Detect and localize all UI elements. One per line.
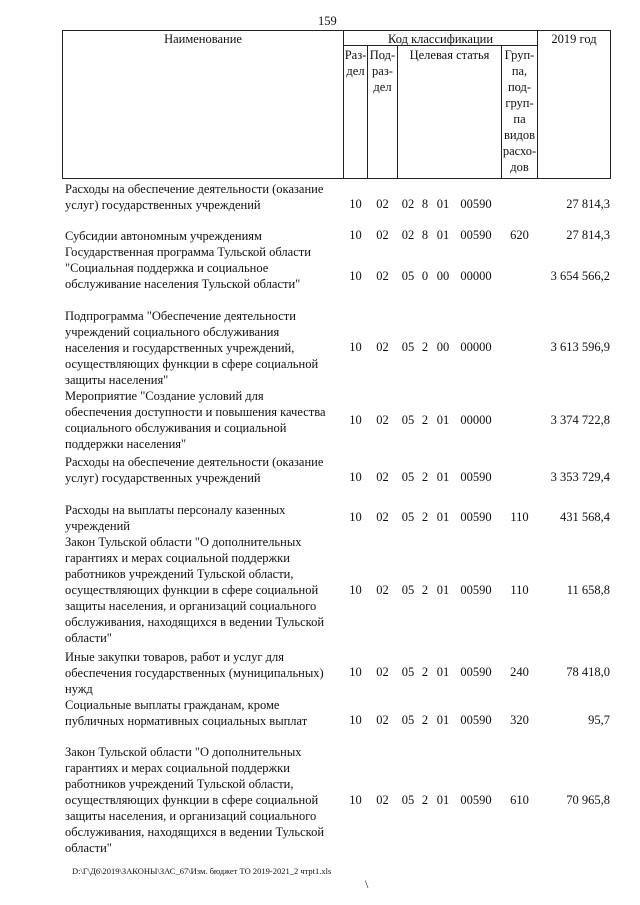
row-podrazdel: 02 (376, 665, 389, 679)
row-podrazdel: 02 (376, 470, 389, 484)
row-razdel: 10 (349, 340, 362, 354)
row-subprogram-code: 2 (421, 413, 429, 427)
page-number: 159 (318, 14, 337, 28)
row-name: Государственная программа Тульской области "Социальная поддержка и социальное обслуживание населения Тульской области" (65, 245, 311, 291)
row-event-code: 01 (436, 228, 450, 242)
row-razdel: 10 (349, 713, 362, 727)
row-program-code: 05 (401, 713, 415, 727)
row-amount: 70 965,8 (566, 793, 610, 807)
header-year: 2019 год (551, 32, 597, 46)
row-subprogram-code: 8 (421, 228, 429, 242)
row-direction-code: 00590 (460, 713, 492, 727)
row-podrazdel: 02 (376, 510, 389, 524)
row-direction-code: 00000 (460, 269, 492, 283)
row-event-code: 01 (436, 413, 450, 427)
row-program-code: 05 (401, 269, 415, 283)
row-expense-type: 320 (510, 713, 529, 727)
row-name: Закон Тульской области "О дополнительных гарантиях и мерах социальной поддержки работников учреждений Тульской области, осуществляющих функции в сфере социальной защиты населения, и организаций социального обслуживания, находящихся в ведении Тульской области" (65, 745, 325, 855)
row-expense-type: 110 (510, 510, 529, 524)
row-name: Закон Тульской области "О дополнительных гарантиях и мерах социальной поддержки работников учреждений Тульской области, осуществляющих функции в сфере социальной защиты населения, и организаций социального обслуживания, находящихся в ведении Тульской области" (65, 535, 325, 645)
row-event-code: 01 (436, 665, 450, 679)
header-target-article: Целевая статья (409, 48, 490, 62)
row-subprogram-code: 2 (421, 340, 429, 354)
row-podrazdel: 02 (376, 793, 389, 807)
row-name: Мероприятие "Создание условий для обеспечения доступности и повышения качества социального обслуживания и социальной поддержки населения" (65, 389, 326, 451)
row-event-code: 01 (436, 510, 450, 524)
row-program-code: 05 (401, 793, 415, 807)
row-subprogram-code: 2 (421, 713, 429, 727)
row-expense-type: 110 (510, 583, 529, 597)
row-name: Подпрограмма "Обеспечение деятельности учреждений социального обслуживания населения и государственных учреждений, осуществляющих функции в сфере социальной защиты населения" (65, 309, 319, 387)
row-razdel: 10 (349, 470, 362, 484)
row-podrazdel: 02 (376, 228, 389, 242)
row-direction-code: 00590 (460, 583, 492, 597)
row-name: Иные закупки товаров, работ и услуг для обеспечения государственных (муниципальных) нужд (65, 650, 324, 696)
row-subprogram-code: 2 (421, 470, 429, 484)
row-program-code: 02 (401, 228, 415, 242)
row-direction-code: 00590 (460, 470, 492, 484)
row-direction-code: 00000 (460, 413, 492, 427)
row-podrazdel: 02 (376, 269, 389, 283)
row-subprogram-code: 2 (421, 583, 429, 597)
header-expense-group: Груп- па, под- груп- па видов расхо- дов (502, 48, 537, 174)
row-program-code: 05 (401, 665, 415, 679)
row-direction-code: 00000 (460, 340, 492, 354)
row-direction-code: 00590 (460, 510, 492, 524)
row-subprogram-code: 2 (421, 510, 429, 524)
header-name: Наименование (164, 32, 242, 46)
row-amount: 11 658,8 (566, 583, 610, 597)
row-amount: 431 568,4 (560, 510, 610, 524)
row-direction-code: 00590 (460, 793, 492, 807)
row-razdel: 10 (349, 793, 362, 807)
row-expense-type: 610 (510, 793, 529, 807)
row-amount: 3 353 729,4 (550, 470, 610, 484)
row-program-code: 05 (401, 470, 415, 484)
row-program-code: 05 (401, 583, 415, 597)
row-event-code: 00 (436, 269, 450, 283)
row-program-code: 02 (401, 197, 415, 211)
row-event-code: 01 (436, 197, 450, 211)
row-podrazdel: 02 (376, 340, 389, 354)
row-amount: 78 418,0 (566, 665, 610, 679)
row-program-code: 05 (401, 510, 415, 524)
row-razdel: 10 (349, 269, 362, 283)
scan-mark: \ (365, 877, 369, 891)
row-event-code: 00 (436, 340, 450, 354)
row-name: Расходы на обеспечение деятельности (оказание услуг) государственных учреждений (65, 182, 324, 212)
row-subprogram-code: 2 (421, 665, 429, 679)
row-amount: 27 814,3 (566, 228, 610, 242)
row-razdel: 10 (349, 228, 362, 242)
row-subprogram-code: 2 (421, 793, 429, 807)
row-event-code: 01 (436, 713, 450, 727)
row-amount: 27 814,3 (566, 197, 610, 211)
row-podrazdel: 02 (376, 713, 389, 727)
row-event-code: 01 (436, 470, 450, 484)
row-razdel: 10 (349, 413, 362, 427)
row-amount: 3 613 596,9 (550, 340, 610, 354)
file-path-footer: D:\Г\Д6\2019\ЗАКОНЫ\ЗАС_67\Изм. бюджет ТО 2019-2021_2 чтрt1.xls (72, 866, 332, 876)
row-name: Социальные выплаты гражданам, кроме публичных нормативных социальных выплат (65, 698, 308, 728)
row-podrazdel: 02 (376, 197, 389, 211)
row-razdel: 10 (349, 510, 362, 524)
header-classification: Код классификации (387, 32, 494, 46)
row-direction-code: 00590 (460, 228, 492, 242)
row-event-code: 01 (436, 793, 450, 807)
row-program-code: 05 (401, 340, 415, 354)
header-podrazdel: Под- раз- дел (369, 48, 396, 94)
row-amount: 95,7 (588, 713, 610, 727)
row-razdel: 10 (349, 665, 362, 679)
row-subprogram-code: 0 (421, 269, 429, 283)
row-amount: 3 374 722,8 (550, 413, 610, 427)
row-subprogram-code: 8 (421, 197, 429, 211)
row-razdel: 10 (349, 583, 362, 597)
row-podrazdel: 02 (376, 413, 389, 427)
header-razdel: Раз- дел (344, 48, 367, 78)
row-direction-code: 00590 (460, 665, 492, 679)
row-event-code: 01 (436, 583, 450, 597)
row-direction-code: 00590 (460, 197, 492, 211)
row-expense-type: 620 (510, 228, 529, 242)
row-name: Субсидии автономным учреждениям (65, 229, 262, 243)
row-expense-type: 240 (510, 665, 529, 679)
row-name: Расходы на выплаты персоналу казенных учреждений (65, 503, 286, 533)
row-program-code: 05 (401, 413, 415, 427)
row-amount: 3 654 566,2 (550, 269, 610, 283)
row-name: Расходы на обеспечение деятельности (оказание услуг) государственных учреждений (65, 455, 324, 485)
row-razdel: 10 (349, 197, 362, 211)
row-podrazdel: 02 (376, 583, 389, 597)
